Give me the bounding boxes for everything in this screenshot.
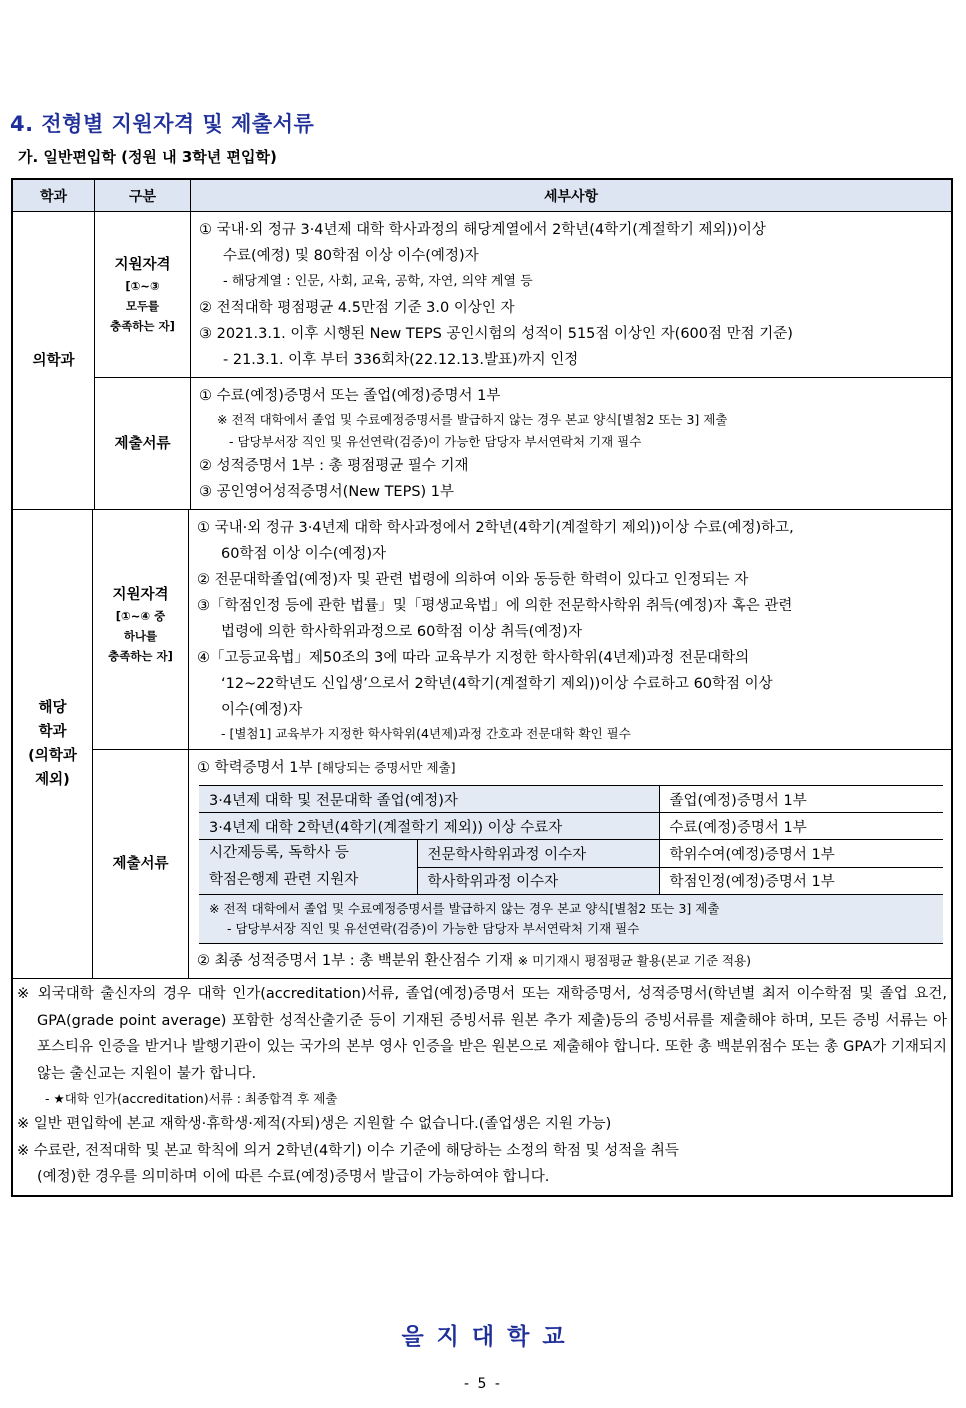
other-eligibility-label bbox=[93, 510, 189, 749]
detail-note: - 담당부서장 직인 및 유선연락(검증)이 가능한 담당자 부서연락처 기재 필수 bbox=[229, 434, 642, 449]
detail-note: ※ 전적 대학에서 졸업 및 수료예정증명서를 발급하지 않는 경우 본교 양식[별첨2 또는 3] 제출 bbox=[209, 901, 720, 916]
detail-line: ② 최종 성적증명서 1부 : 총 백분위 환산점수 기재 bbox=[197, 953, 514, 969]
dept-other-line: 제외) bbox=[35, 772, 70, 788]
subsection-title: 가. 일반편입학 (정원 내 3학년 편입학) bbox=[18, 148, 277, 166]
footnote-completion: (예정)한 경우를 의미하며 이에 따른 수료(예정)증명서 발급이 가능하여야 합니다. bbox=[37, 1169, 550, 1185]
detail-line: ① 수료(예정)증명서 또는 졸업(예정)증명서 1부 bbox=[199, 388, 501, 404]
detail-note: ※ 전적 대학에서 졸업 및 수료예정증명서를 발급하지 않는 경우 본교 양식[별첨2 또는 3] 제출 bbox=[217, 412, 728, 427]
other-dept-block bbox=[13, 510, 951, 979]
dept-other-line: 해당 bbox=[38, 700, 67, 716]
table-cell: 전문학사학위과정 이수자 bbox=[417, 840, 659, 868]
other-eligibility-row bbox=[93, 510, 951, 749]
header-detail: 세부사항 bbox=[543, 188, 599, 205]
medical-documents-row bbox=[95, 377, 951, 509]
detail-line: ② 성적증명서 1부 : 총 평점평균 필수 기재 bbox=[199, 458, 469, 474]
table-row bbox=[199, 786, 943, 813]
detail-line: ④「고등교육법」제50조의 3에 따라 교육부가 지정한 학사학위(4년제)과정 전문대학의 bbox=[197, 650, 750, 666]
detail-line: 60학점 이상 이수(예정)자 bbox=[221, 546, 387, 562]
dept-medical: 의학과 bbox=[13, 212, 95, 509]
footnote-completion: ※ 수료란, 전적대학 및 본교 학칙에 의거 2학년(4학기) 이수 기준에 해당하는 소정의 학점 및 성적을 취득 bbox=[17, 1142, 679, 1159]
medical-eligibility-label bbox=[95, 212, 191, 377]
table-cell: 3·4년제 대학 2학년(4학기(계절학기 제외)) 이상 수료자 bbox=[199, 813, 659, 840]
detail-note: [해당되는 증명서만 제출] bbox=[317, 760, 456, 775]
table-row bbox=[199, 895, 943, 944]
other-eligibility-detail bbox=[189, 510, 951, 749]
detail-line: ② 전문대학졸업(예정)자 및 관련 법령에 의하여 이와 동등한 학력이 있다고 인정되는 자 bbox=[197, 572, 749, 588]
other-documents-label bbox=[93, 750, 189, 978]
table-cell: 학점인정(예정)증명서 1부 bbox=[659, 867, 943, 895]
detail-line: ② 전적대학 평점평균 4.5만점 기준 3.0 이상인 자 bbox=[199, 300, 515, 316]
group-label-line: 학점은행제 관련 지원자 bbox=[209, 872, 359, 888]
medical-eligibility-detail bbox=[191, 212, 951, 377]
detail-line: ③「학점인정 등에 관한 법률」및「평생교육법」에 의한 전문학사학위 취득(예정)자 혹은 관련 bbox=[197, 598, 793, 614]
detail-line: ‘12~22학년도 신입생’으로서 2학년(4학기(계절학기 제외))이상 수료하고 60학점 이상 bbox=[221, 676, 773, 692]
detail-line: - 해당계열 : 인문, 사회, 교육, 공학, 자연, 의약 계열 등 bbox=[223, 274, 533, 289]
table-cell: 학사학위과정 이수자 bbox=[417, 867, 659, 895]
table-note-cell bbox=[199, 895, 943, 944]
detail-note: - 담당부서장 직인 및 유선연락(검증)이 가능한 담당자 부서연락처 기재 필수 bbox=[227, 921, 640, 936]
detail-line: ③ 공인영어성적증명서(New TEPS) 1부 bbox=[199, 484, 455, 500]
dept-other-line: 학과 bbox=[38, 724, 67, 740]
table-cell: 졸업(예정)증명서 1부 bbox=[659, 786, 943, 813]
requirements-table bbox=[11, 178, 953, 1197]
dept-other-line: (의학과 bbox=[28, 748, 77, 764]
section-title: 4. 전형별 지원자격 및 제출서류 bbox=[10, 112, 315, 136]
university-name: 을지대학교 bbox=[401, 1324, 578, 1350]
detail-line: ① 학력증명서 1부 bbox=[197, 760, 313, 776]
header-dept: 학과 bbox=[13, 180, 95, 211]
dept-other bbox=[13, 510, 93, 978]
footnote-sub: - ★대학 인가(accreditation)서류 : 최종합격 후 제출 bbox=[45, 1091, 338, 1106]
detail-line: ① 국내·외 정규 3·4년제 대학 학사과정의 해당계열에서 2학년(4학기(계절학기 제외))이상 bbox=[199, 222, 766, 238]
medical-block bbox=[13, 212, 951, 510]
cat-label: 지원자격 bbox=[112, 587, 169, 603]
certificate-table bbox=[199, 785, 943, 944]
cat-label: 제출서류 bbox=[114, 435, 171, 452]
cat-sub: 충족하는 자] bbox=[110, 318, 175, 333]
cat-sub: 하나를 bbox=[123, 629, 158, 643]
detail-line: 수료(예정) 및 80학점 이상 이수(예정)자 bbox=[223, 248, 479, 264]
detail-line: 법령에 의한 학사학위과정으로 60학점 이상 취득(예정)자 bbox=[221, 624, 582, 640]
cat-label: 제출서류 bbox=[112, 856, 169, 872]
detail-note: - [별첨1] 교육부가 지정한 학사학위(4년제)과정 간호과 전문대학 확인 필수 bbox=[221, 726, 631, 741]
medical-documents-detail bbox=[191, 378, 951, 509]
table-row bbox=[199, 840, 943, 868]
detail-line: 이수(예정)자 bbox=[221, 702, 303, 718]
group-label-line: 시간제등록, 독학사 등 bbox=[209, 845, 349, 861]
cat-label: 지원자격 bbox=[114, 256, 171, 273]
detail-line: ① 국내·외 정규 3·4년제 대학 학사과정에서 2학년(4학기(계절학기 제외))이상 수료(예정)하고, bbox=[197, 520, 794, 536]
table-cell: 3·4년제 대학 및 전문대학 졸업(예정)자 bbox=[199, 786, 659, 813]
table-header bbox=[13, 180, 951, 212]
cat-sub: 모두를 bbox=[125, 298, 160, 313]
detail-line: ③ 2021.3.1. 이후 시행된 New TEPS 공인시험의 성적이 515점 이상인 자(600점 만점 기준) bbox=[199, 326, 793, 342]
footnotes bbox=[13, 979, 951, 1195]
medical-eligibility-row bbox=[95, 212, 951, 377]
cat-sub: [①~③ bbox=[125, 278, 160, 293]
page-number: - 5 - bbox=[464, 1376, 502, 1392]
medical-documents-label bbox=[95, 378, 191, 509]
table-cell: 학위수여(예정)증명서 1부 bbox=[659, 840, 943, 868]
footnote-current: ※ 일반 편입학에 본교 재학생·휴학생·제적(자퇴)생은 지원할 수 없습니다.(졸업생은 지원 가능) bbox=[17, 1116, 612, 1132]
footnote-foreign: ※ 외국대학 출신자의 경우 대학 인가(accreditation)서류, 졸업(예정)증명서 또는 재학증명서, 성적증명서(학년별 최저 이수학점 및 졸업 요건, GPA(grade point average) 포함한 성적산출기준 등이 기재된 증빙서류 원본 추가 제출)등의 증빙서류를 제출해야 하며, 모든 증빙 서류는 아포스티유 인증을 받거나 발행기관이 있는 국가의 본부 영사 인증을 받은 원본으로 제출해야 합니다. 또한 총 백분위점수 또는 총 GPA가 기재되지 않는 출신교는 지원이 불가 합니다. bbox=[17, 986, 947, 1082]
detail-note: ※ 미기재시 평점평균 활용(본교 기준 적용) bbox=[517, 953, 752, 968]
detail-line: - 21.3.1. 이후 부터 336회차(22.12.13.발표)까지 인정 bbox=[223, 352, 579, 368]
cat-sub: [①~④ 중 bbox=[115, 609, 166, 623]
other-documents-row bbox=[93, 749, 951, 978]
cat-sub: 충족하는 자] bbox=[108, 649, 173, 663]
header-category: 구분 bbox=[95, 180, 191, 211]
table-cell: 수료(예정)증명서 1부 bbox=[659, 813, 943, 840]
table-cell bbox=[199, 840, 417, 895]
table-row bbox=[199, 813, 943, 840]
other-documents-detail bbox=[189, 750, 951, 978]
